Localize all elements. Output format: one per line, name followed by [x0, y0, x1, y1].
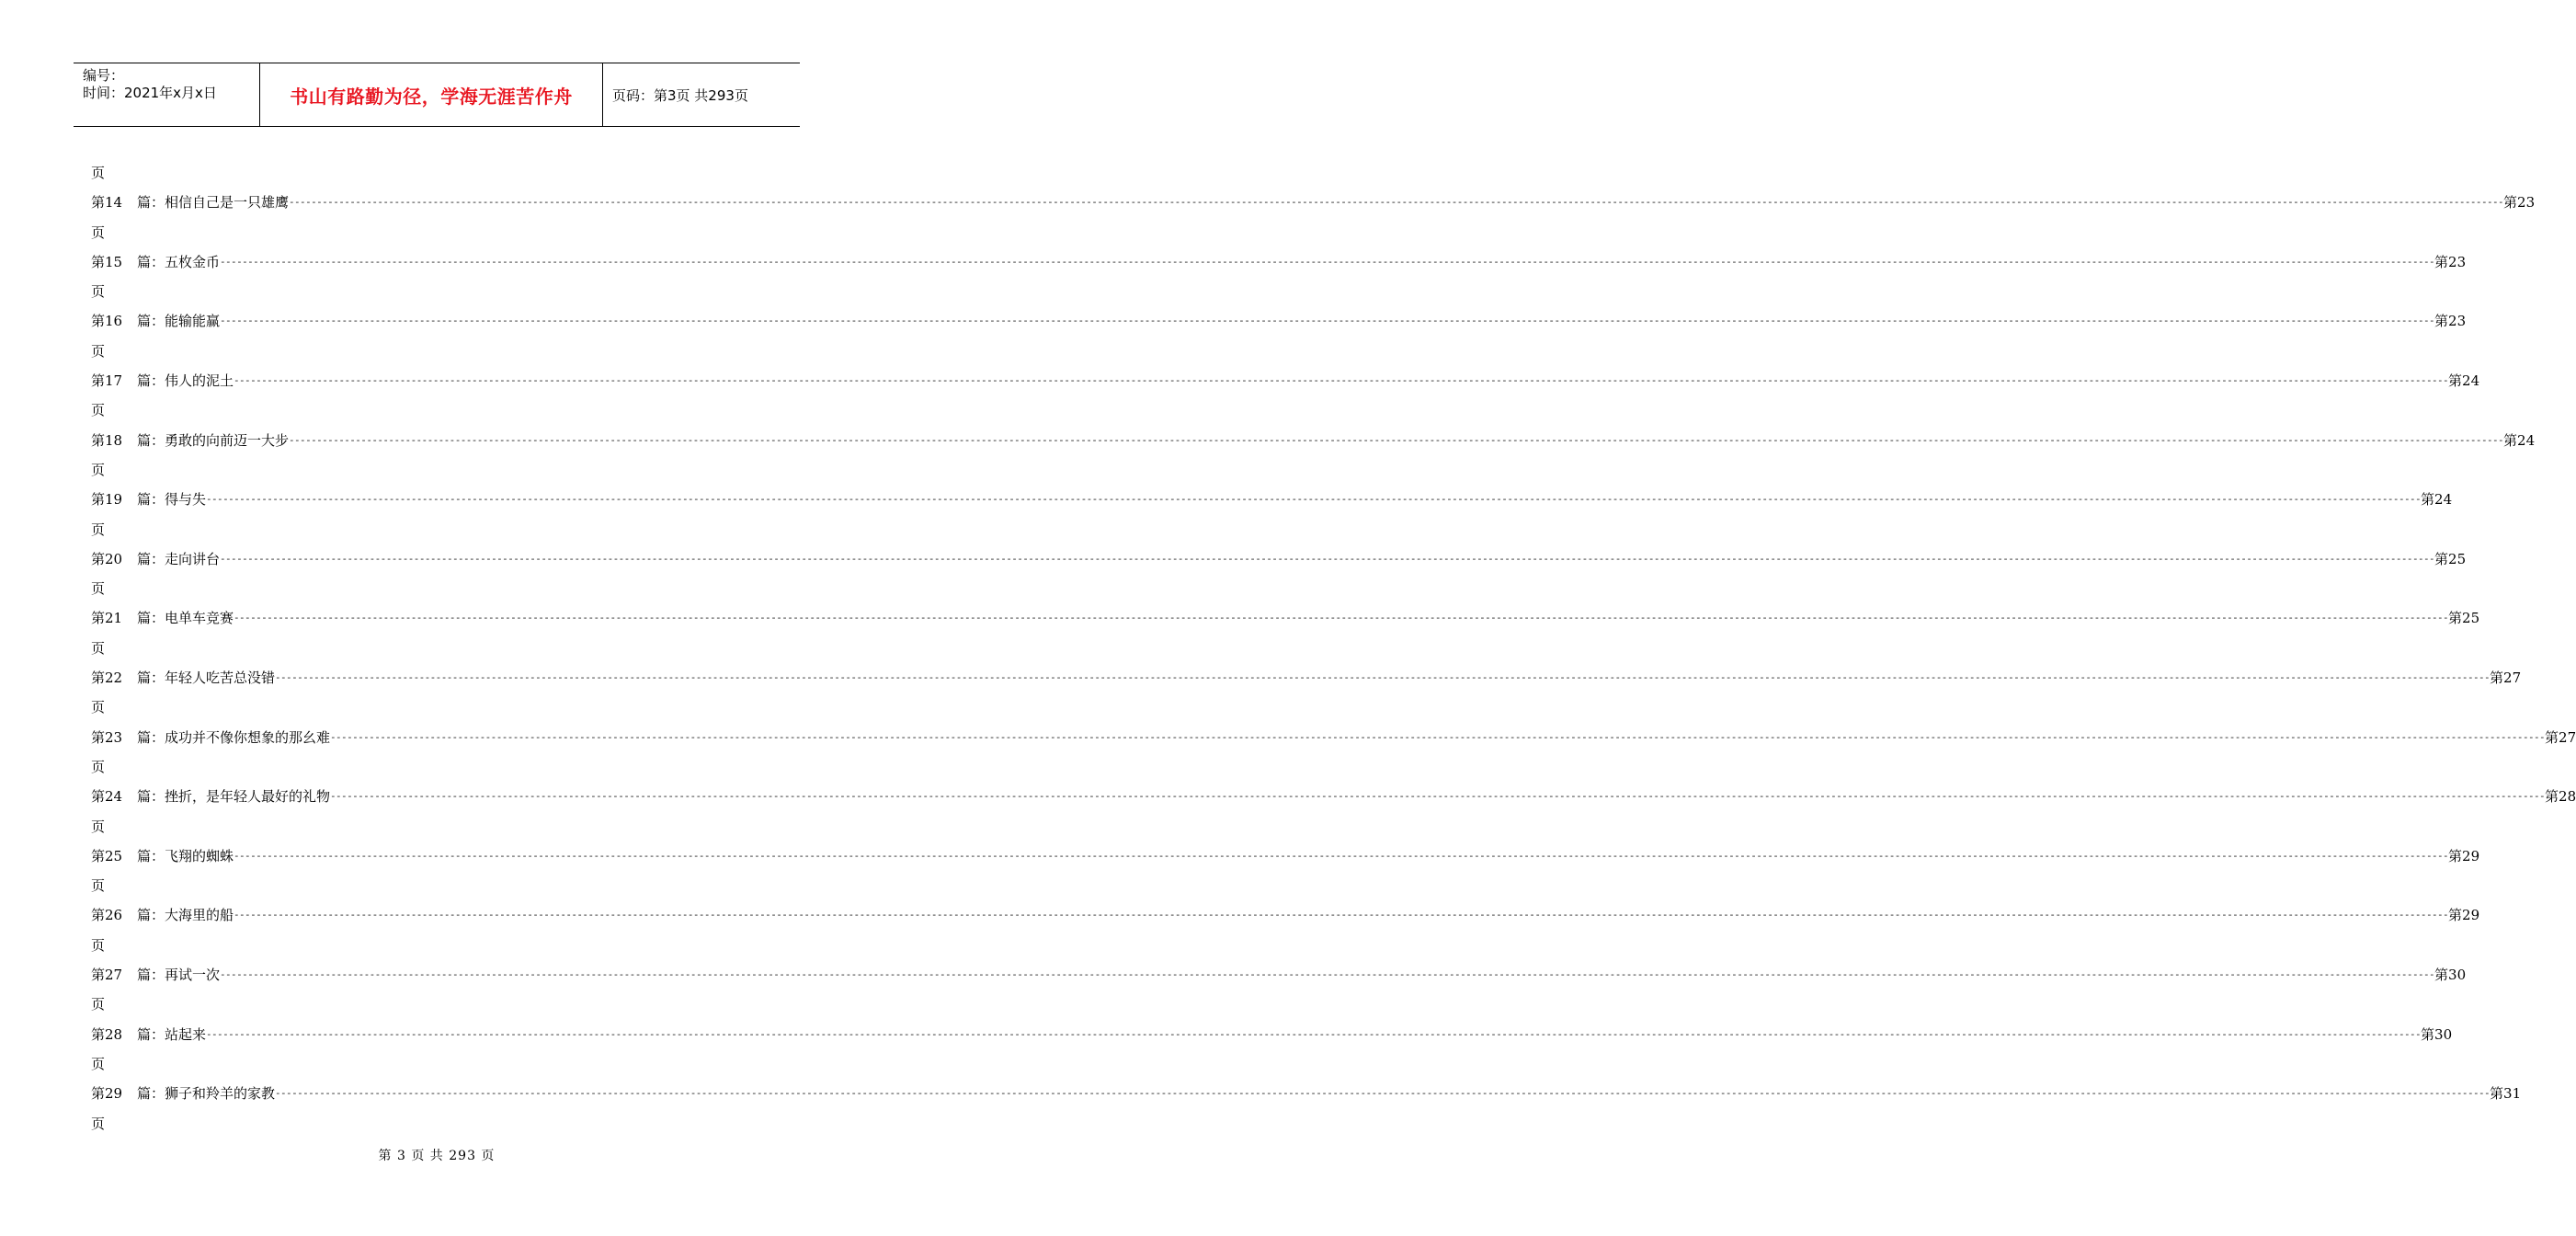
- toc-page-suffix: 页: [91, 996, 106, 1013]
- toc-entry-page: 第27: [2490, 670, 2522, 687]
- toc-entry: [91, 485, 2453, 514]
- toc-entry-page: 第30: [2421, 1025, 2453, 1043]
- toc-entry: [91, 366, 2480, 395]
- header-motto-cell: [259, 63, 603, 126]
- toc-entry: [91, 960, 2467, 990]
- toc-page-suffix: 页: [91, 402, 106, 419]
- toc-entry: [91, 603, 2480, 633]
- toc-entry: [91, 306, 2467, 336]
- toc-page-suffix: 页: [91, 639, 106, 657]
- toc-entry-title: 篇：相信自己是一只雄鹰: [137, 194, 290, 212]
- toc-leader-dashes: ----------------------------------------------------------------------------------------------------------------------------------------------------------------------------------------------------------------------------------------------------------------------------------------------------------------------------------------------------------------------------------------------------------------: [275, 671, 2491, 684]
- toc-entry-number: 第25: [91, 847, 123, 864]
- toc-entry-page: 第23: [2503, 194, 2536, 212]
- toc-leader-dashes: ----------------------------------------------------------------------------------------------------------------------------------------------------------------------------------------------------------------------------------------------------------------------------------------------------------------------------------------------------------------------------------------------------------------: [220, 315, 2435, 327]
- toc-leader-dashes: ----------------------------------------------------------------------------------------------------------------------------------------------------------------------------------------------------------------------------------------------------------------------------------------------------------------------------------------------------------------------------------------------------------------: [220, 968, 2435, 981]
- toc-entry-page: 第23: [2434, 253, 2467, 270]
- toc-page-suffix: 页: [91, 1055, 106, 1072]
- toc-entry-title: 篇：成功并不像你想象的那幺难: [137, 728, 331, 746]
- toc-entry-page: 第29: [2448, 907, 2480, 924]
- toc-page-suffix: 页: [91, 223, 106, 241]
- toc-entry: [91, 663, 2522, 692]
- toc-page-suffix: 页: [91, 580, 106, 598]
- toc-entry-page: 第25: [2434, 550, 2467, 567]
- toc-entry-number: 第19: [91, 491, 123, 509]
- table-of-contents: [91, 158, 2576, 1139]
- toc-leader-dashes: ----------------------------------------------------------------------------------------------------------------------------------------------------------------------------------------------------------------------------------------------------------------------------------------------------------------------------------------------------------------------------------------------------------------: [330, 730, 2546, 743]
- page-footer: 第 3 页 共 293 页: [378, 1149, 496, 1163]
- toc-entry-title: 篇：电单车竞赛: [137, 610, 234, 627]
- toc-page-suffix: 页: [91, 283, 106, 301]
- toc-entry: [91, 426, 2536, 455]
- toc-entry-page: 第25: [2448, 610, 2480, 627]
- toc-entry-number: 第17: [91, 372, 123, 390]
- toc-page-suffix: 页: [91, 1115, 106, 1132]
- toc-entry-title: 篇：挫折，是年轻人最好的礼物: [137, 788, 331, 806]
- toc-entry-title: 篇：大海里的船: [137, 907, 234, 924]
- toc-page-suffix: 页: [91, 699, 106, 716]
- toc-entry-page: 第24: [2503, 431, 2536, 449]
- toc-leader-dashes: ----------------------------------------------------------------------------------------------------------------------------------------------------------------------------------------------------------------------------------------------------------------------------------------------------------------------------------------------------------------------------------------------------------------: [206, 1027, 2422, 1040]
- toc-entry-number: 第28: [91, 1025, 123, 1043]
- toc-entry-page: 第28: [2545, 788, 2576, 806]
- toc-entry-number: 第22: [91, 670, 123, 687]
- toc-leader-dashes: ----------------------------------------------------------------------------------------------------------------------------------------------------------------------------------------------------------------------------------------------------------------------------------------------------------------------------------------------------------------------------------------------------------------: [234, 612, 2449, 624]
- toc-page-suffix: 页: [91, 342, 106, 360]
- toc-page-suffix: 页: [91, 936, 106, 954]
- toc-leader-dashes: ----------------------------------------------------------------------------------------------------------------------------------------------------------------------------------------------------------------------------------------------------------------------------------------------------------------------------------------------------------------------------------------------------------------: [206, 493, 2422, 506]
- toc-entry-title: 篇：年轻人吃苦总没错: [137, 670, 276, 687]
- toc-entry: [91, 247, 2467, 277]
- toc-entry-number: 第15: [91, 253, 123, 270]
- toc-entry: [91, 1020, 2453, 1049]
- toc-leader-dashes: ----------------------------------------------------------------------------------------------------------------------------------------------------------------------------------------------------------------------------------------------------------------------------------------------------------------------------------------------------------------------------------------------------------------: [220, 552, 2435, 565]
- toc-leader-dashes: ----------------------------------------------------------------------------------------------------------------------------------------------------------------------------------------------------------------------------------------------------------------------------------------------------------------------------------------------------------------------------------------------------------------: [220, 255, 2435, 268]
- toc-entry-title: 篇：勇敢的向前迈一大步: [137, 431, 290, 449]
- toc-leader-dashes: ----------------------------------------------------------------------------------------------------------------------------------------------------------------------------------------------------------------------------------------------------------------------------------------------------------------------------------------------------------------------------------------------------------------: [275, 1087, 2491, 1100]
- toc-page-suffix: 页: [91, 818, 106, 835]
- toc-page-suffix: 页: [91, 877, 106, 895]
- toc-entry: [91, 782, 2576, 811]
- toc-entry-number: 第20: [91, 550, 123, 567]
- date-label: 时间：2021年x月x日: [83, 85, 217, 101]
- toc-entry-title: 篇：飞翔的蜘蛛: [137, 847, 234, 864]
- toc-entry-number: 第23: [91, 728, 123, 746]
- toc-page-suffix: 页: [91, 521, 106, 538]
- header-page-info: 页码：第3页 共293页: [612, 86, 748, 104]
- page-header: [74, 63, 800, 127]
- toc-entry-title: 篇：伟人的泥土: [137, 372, 234, 390]
- toc-entry-number: 第26: [91, 907, 123, 924]
- toc-entry: [91, 544, 2467, 574]
- toc-entry-page: 第23: [2434, 313, 2467, 330]
- toc-leader-dashes: ----------------------------------------------------------------------------------------------------------------------------------------------------------------------------------------------------------------------------------------------------------------------------------------------------------------------------------------------------------------------------------------------------------------: [234, 374, 2449, 387]
- toc-entry-page: 第30: [2434, 967, 2467, 984]
- toc-entry: [91, 188, 2536, 217]
- header-meta: [74, 63, 259, 126]
- toc-page-suffix: 页: [91, 461, 106, 478]
- toc-entry-number: 第27: [91, 967, 123, 984]
- toc-entry: [91, 1079, 2522, 1108]
- toc-entry-title: 篇：能输能赢: [137, 313, 221, 330]
- toc-leader-dashes: ----------------------------------------------------------------------------------------------------------------------------------------------------------------------------------------------------------------------------------------------------------------------------------------------------------------------------------------------------------------------------------------------------------------: [289, 433, 2504, 446]
- toc-entry-page: 第29: [2448, 847, 2480, 864]
- toc-leading-fragment: 页: [91, 165, 106, 181]
- toc-leader-dashes: ----------------------------------------------------------------------------------------------------------------------------------------------------------------------------------------------------------------------------------------------------------------------------------------------------------------------------------------------------------------------------------------------------------------: [234, 849, 2449, 862]
- toc-leader-dashes: ----------------------------------------------------------------------------------------------------------------------------------------------------------------------------------------------------------------------------------------------------------------------------------------------------------------------------------------------------------------------------------------------------------------: [330, 790, 2546, 803]
- toc-entry-number: 第14: [91, 194, 123, 212]
- toc-entry-number: 第21: [91, 610, 123, 627]
- toc-entry-title: 篇：五枚金币: [137, 253, 221, 270]
- toc-entry: [91, 841, 2480, 871]
- toc-entry-page: 第24: [2448, 372, 2480, 390]
- toc-entry-title: 篇：狮子和羚羊的家教: [137, 1085, 276, 1103]
- motto: 书山有路勤为径，学海无涯苦作舟: [290, 85, 573, 108]
- toc-entry-number: 第18: [91, 431, 123, 449]
- toc-entry-title: 篇：再试一次: [137, 967, 221, 984]
- toc-entry-title: 篇：得与失: [137, 491, 207, 509]
- toc-entry-page: 第24: [2421, 491, 2453, 509]
- toc-entry-number: 第24: [91, 788, 123, 806]
- toc-entry-title: 篇：站起来: [137, 1025, 207, 1043]
- toc-page-suffix: 页: [91, 758, 106, 775]
- toc-entry: [91, 900, 2480, 930]
- number-label: 编号：: [83, 67, 125, 84]
- toc-leader-dashes: ----------------------------------------------------------------------------------------------------------------------------------------------------------------------------------------------------------------------------------------------------------------------------------------------------------------------------------------------------------------------------------------------------------------: [234, 909, 2449, 921]
- toc-entry-title: 篇：走向讲台: [137, 550, 221, 567]
- toc-entry-number: 第29: [91, 1085, 123, 1103]
- toc-entry-page: 第31: [2490, 1085, 2522, 1103]
- toc-entry-number: 第16: [91, 313, 123, 330]
- toc-entry: [91, 723, 2576, 752]
- toc-leader-dashes: ----------------------------------------------------------------------------------------------------------------------------------------------------------------------------------------------------------------------------------------------------------------------------------------------------------------------------------------------------------------------------------------------------------------: [289, 196, 2504, 209]
- toc-entry-page: 第27: [2545, 728, 2576, 746]
